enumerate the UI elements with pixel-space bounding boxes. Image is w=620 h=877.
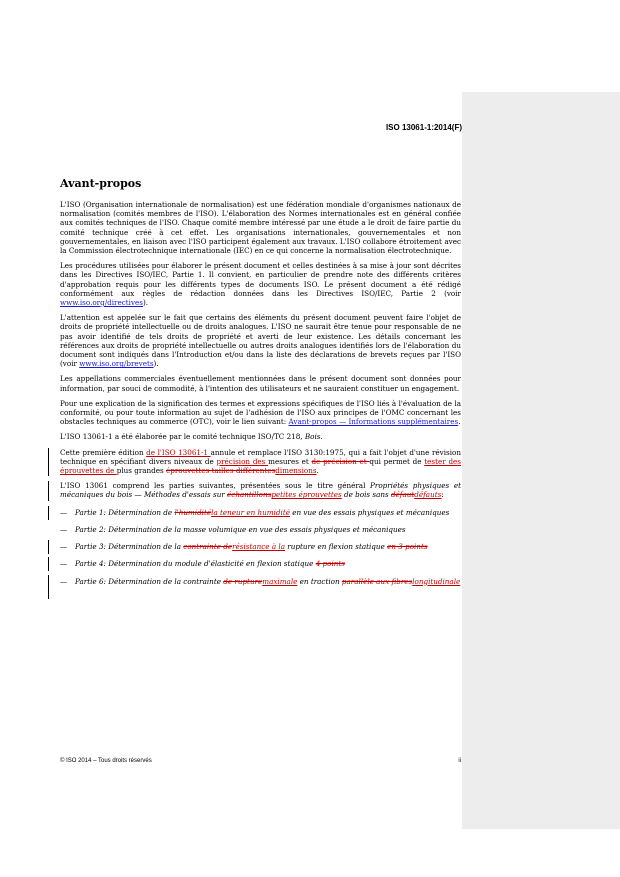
text-run: Cette première édition [60,447,147,457]
list-item [60,559,461,568]
paragraph-text-end: ). [142,298,149,308]
list-dash: — [60,559,68,569]
text-run: plus grandes [116,466,166,476]
committee-name: Bois [304,432,321,442]
text-run: L'ISO 13061 comprend les parties suivantes, présentées sous le titre général [60,481,371,491]
insertion: maximale [262,576,298,586]
insertion: la teneur en humidité [211,507,290,517]
insertion: tester des éprouvettes de [60,456,461,476]
copyright-notice: © ISO 2014 – Tous droits réservés [60,758,152,764]
paragraph-text: L'attention est appelée sur le fait que certains des éléments du présent document peuvent faire l'objet de droits de propriété intellectuelle ou de droits analogues. L'ISO ne saurait être tenue pour responsable de ne pas avoir identifié de tels droits de propriété et averti de leur existence. Les détails concernant les références aux droits de propriété intellectuelle ou autres droits analogues identifiés lors de l'élaboration du document sont indiqués dans l'Introduction et/ou dans la liste des déclarations de brevets reçues par l'ISO (voir [60,313,461,369]
text-run: en vue des essais physiques et mécaniques [289,507,450,517]
insertion: résistance à la [232,542,285,552]
change-bar [48,448,49,476]
list-item [60,508,461,517]
deletion: échantillons [227,490,272,500]
text-run: Partie 1: Détermination de [75,507,175,517]
text-run: : [441,490,444,500]
list-dash: — [60,507,68,517]
foreword-info-link[interactable]: Avant-propos — Informations supplémentaires [288,417,459,427]
deletion: de précision et [311,456,370,466]
page-content [60,177,461,594]
deletion: défaut [390,490,415,500]
text-run: mesures et [268,456,312,466]
change-bar [48,481,49,501]
insertion: petites éprouvettes [271,490,342,500]
paragraph-conformity [60,399,461,427]
parts-list [60,508,461,586]
deletion: en 3 points [387,542,428,552]
deletion: 4 points [315,559,345,569]
insertion: dimensions [275,466,317,476]
text-run: rupture en flexion statique [285,542,388,552]
text-run: qui permet de [369,456,425,466]
page-footer [60,758,461,764]
deletion: parallèle aux fibres [341,576,413,586]
series-title: de bois sans [341,490,391,500]
insertion: longitudinale [412,576,461,586]
text-run: Partie 2: Détermination de la masse volumique en vue des essais physiques et mécaniques [75,524,406,534]
paragraph-committee [60,432,461,441]
patents-link[interactable]: www.iso.org/brevets [79,359,154,369]
text-run: Partie 3: Détermination de la [75,542,184,552]
paragraph-trade-names: Les appellations commerciales éventuellement mentionnées dans le présent document sont données pour information, par souci de commodité, à l'intention des utilisateurs et ne sauraient constituer un engagement. [60,374,461,393]
text-run: Partie 6: Détermination de la contrainte [75,576,224,586]
document-reference: ISO 13061-1:2014(F) [385,123,462,132]
list-item [60,525,461,534]
paragraph-text: L'ISO 13061-1 a été élaborée par le comité technique ISO/TC 218, [60,432,305,442]
paragraph-edition [60,448,461,476]
deletion: de rupture [223,576,263,586]
paragraph-text-end: . [458,417,461,427]
directives-link[interactable]: www.iso.org/directives [60,298,143,308]
paragraph-text-end: ). [153,359,159,369]
series-title: Propriétés physiques et mécaniques du bois — Méthodes d'essais sur [60,481,461,500]
insertion: de l'ISO 13061-1 [146,447,211,457]
deletion: éprouvettes tailles différentes [166,466,276,476]
paragraph-text: Pour une explication de la signification des termes et expressions spécifiques de l'ISO liés à l'évaluation de la conformité, ou pour toute information au sujet de l'adhésion de l'ISO aux principes de l'OMC concernant les obstacles techniques au commerce (OTC), voir le lien suivant: [60,398,461,427]
list-dash: — [60,576,68,586]
page-number: ii [458,758,461,764]
paragraph-iso-intro: L'ISO (Organisation internationale de normalisation) est une fédération mondiale d'organismes nationaux de normalisation (comités membres de l'ISO). L'élaboration des Normes internationales est en général confiée aux comités techniques de l'ISO. Chaque comité membre intéressé par une étude a le droit de faire partie du comité technique créé à cet effet. Les organisations internationales, gouvernementales et non gouvernementales, en liaison avec l'ISO participent également aux travaux. L'ISO collabore étroitement avec la Commission électrotechnique internationale (IEC) en ce qui concerne la normalisation électrotechnique. [60,200,461,256]
text-run: annule et remplace l'ISO 3130:1975, qui a fait l'objet d'une révision technique en spécifiant divers niveaux de [60,447,461,466]
change-bar [48,575,49,599]
insertion: précision des [216,456,269,466]
text-run: . [316,466,319,476]
paragraph-text: Les procédures utilisées pour élaborer le présent document et celles destinées à sa mise à jour sont décrites dans les Directives ISO/IEC, Partie 1. Il convient, en particulier de prendre note des différents critères d'approbation requis pour les différents types de documents ISO. Le présent document a été rédigé conformément aux règles de rédaction données dans les Directives ISO/IEC, Partie 2 (voir [60,261,461,298]
list-dash: — [60,542,68,552]
list-item [60,542,461,551]
text-run: en traction [297,576,342,586]
paragraph-text-end: . [320,432,323,442]
comment-pane [462,92,620,829]
paragraph-patents [60,313,461,368]
paragraph-procedures [60,261,461,307]
deletion: l'humidité [174,507,212,517]
list-item [60,577,461,586]
list-dash: — [60,524,68,534]
deletion: contrainte de [183,542,233,552]
text-run: Partie 4: Détermination du module d'élasticité en flexion statique [75,559,316,569]
section-title: Avant-propos [60,177,142,190]
insertion: défauts [414,490,442,500]
paragraph-parts [60,481,461,499]
